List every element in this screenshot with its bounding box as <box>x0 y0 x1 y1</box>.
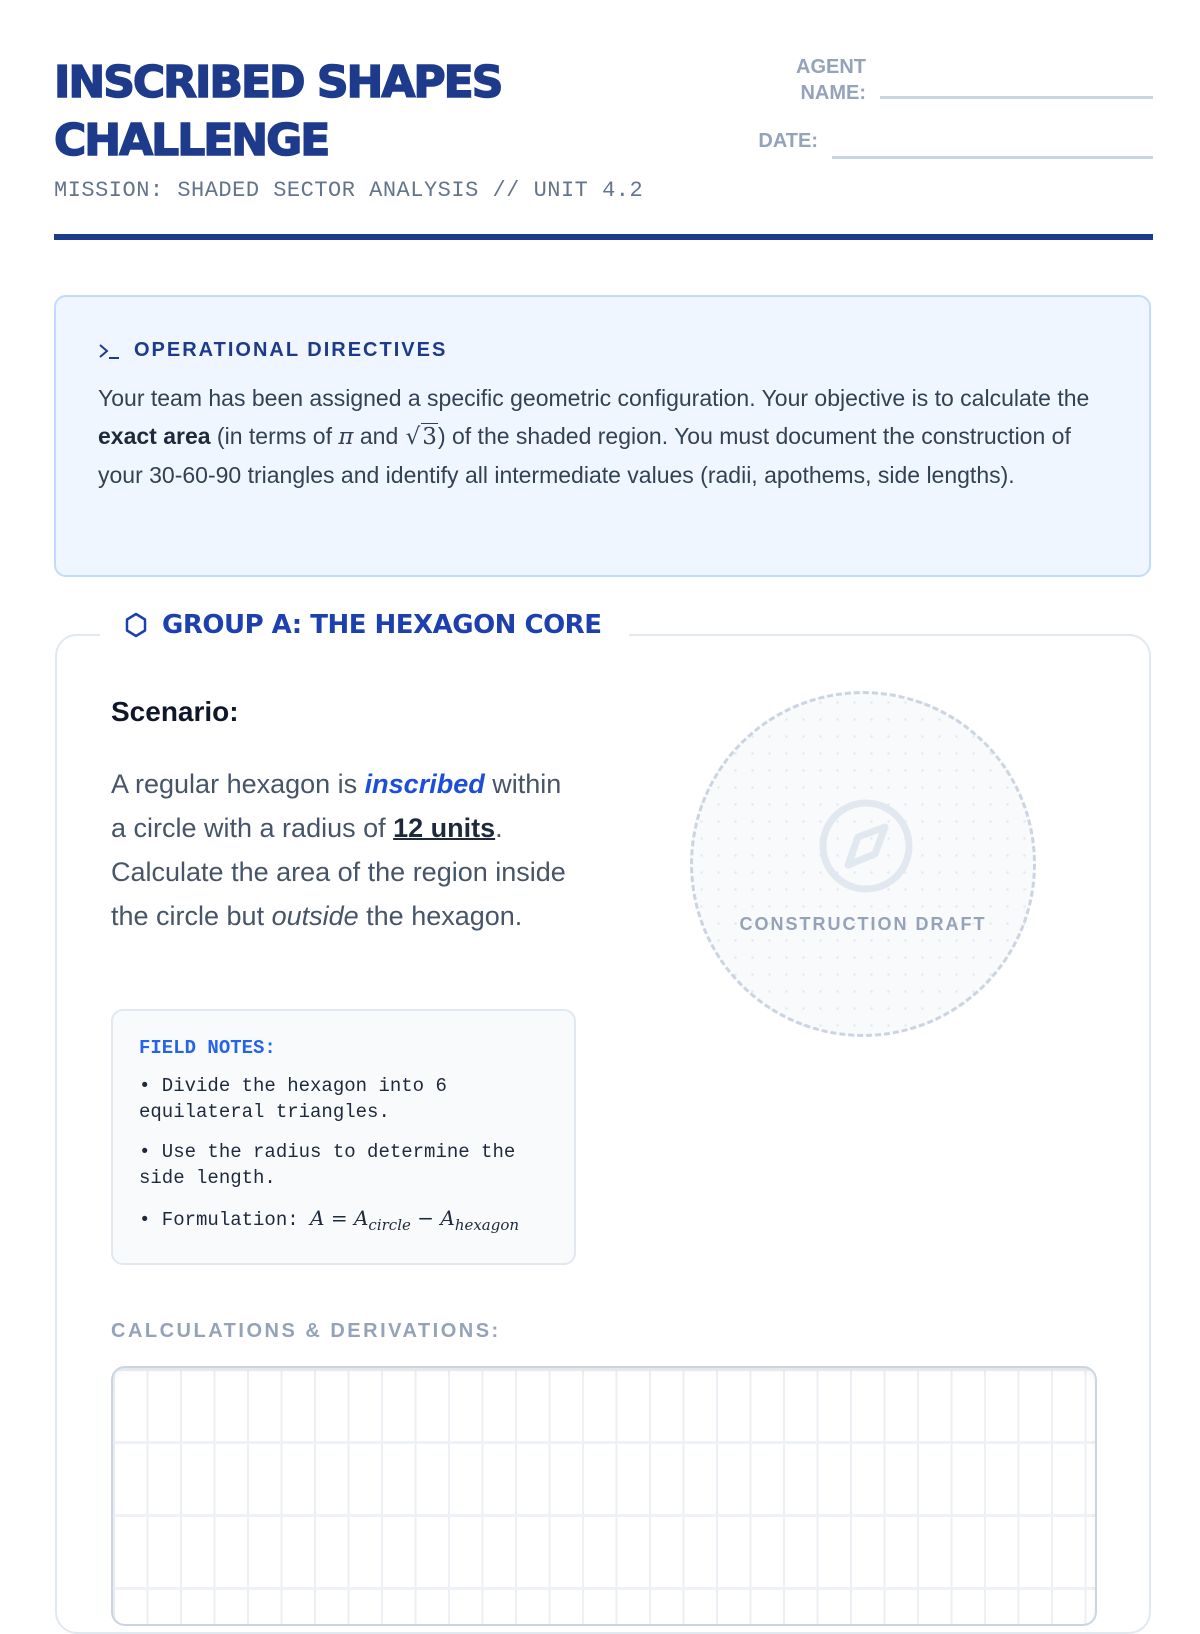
field-note-formula: • Formulation: $A = A_{circle} - A_{hexagon}$ <box>139 1206 520 1234</box>
date-label: DATE: <box>758 130 818 152</box>
agent-name-label: AGENT NAME: <box>796 56 866 104</box>
terminal-prompt-icon <box>98 342 120 360</box>
operational-directives-panel <box>54 295 1151 577</box>
calculations-workspace[interactable] <box>111 1366 1097 1626</box>
date-field[interactable] <box>832 156 1153 159</box>
scenario-heading: Scenario: <box>111 696 239 727</box>
page-title: INSCRIBED SHAPES CHALLENGE <box>54 57 502 166</box>
field-note: • Divide the hexagon into 6 equilateral triangles. <box>139 1075 447 1123</box>
group-a-title: GROUP A: THE HEXAGON CORE <box>100 610 629 640</box>
scenario-text: A regular hexagon is inscribed within a circle with a radius of 12 units. Calculate the area of the region inside the circle but outside the hexagon. <box>111 769 566 931</box>
mission-subtitle: MISSION: SHADED SECTOR ANALYSIS // UNIT 4.2 <box>54 178 644 203</box>
hexagon-icon <box>124 612 148 638</box>
construction-draft-area[interactable] <box>690 691 1036 1037</box>
directives-heading: OPERATIONAL DIRECTIVES <box>98 339 447 362</box>
field-notes-heading: FIELD NOTES: <box>139 1037 276 1059</box>
compass-icon <box>817 797 915 895</box>
construction-draft-label: CONSTRUCTION DRAFT <box>739 914 987 934</box>
calculations-label: CALCULATIONS & DERIVATIONS: <box>111 1320 501 1342</box>
header-divider <box>54 234 1153 240</box>
field-note: • Use the radius to determine the side length. <box>139 1141 516 1189</box>
field-notes <box>111 1009 576 1265</box>
agent-name-field[interactable] <box>880 96 1153 99</box>
directives-text: Your team has been assigned a specific geometric configuration. Your objective is to calculate the exact area (in terms of π and √3) of the shaded region. You must document the construction of your 30-60-90 triangles and identify all intermediate values (radii, apothems, side lengths). <box>98 385 1090 488</box>
